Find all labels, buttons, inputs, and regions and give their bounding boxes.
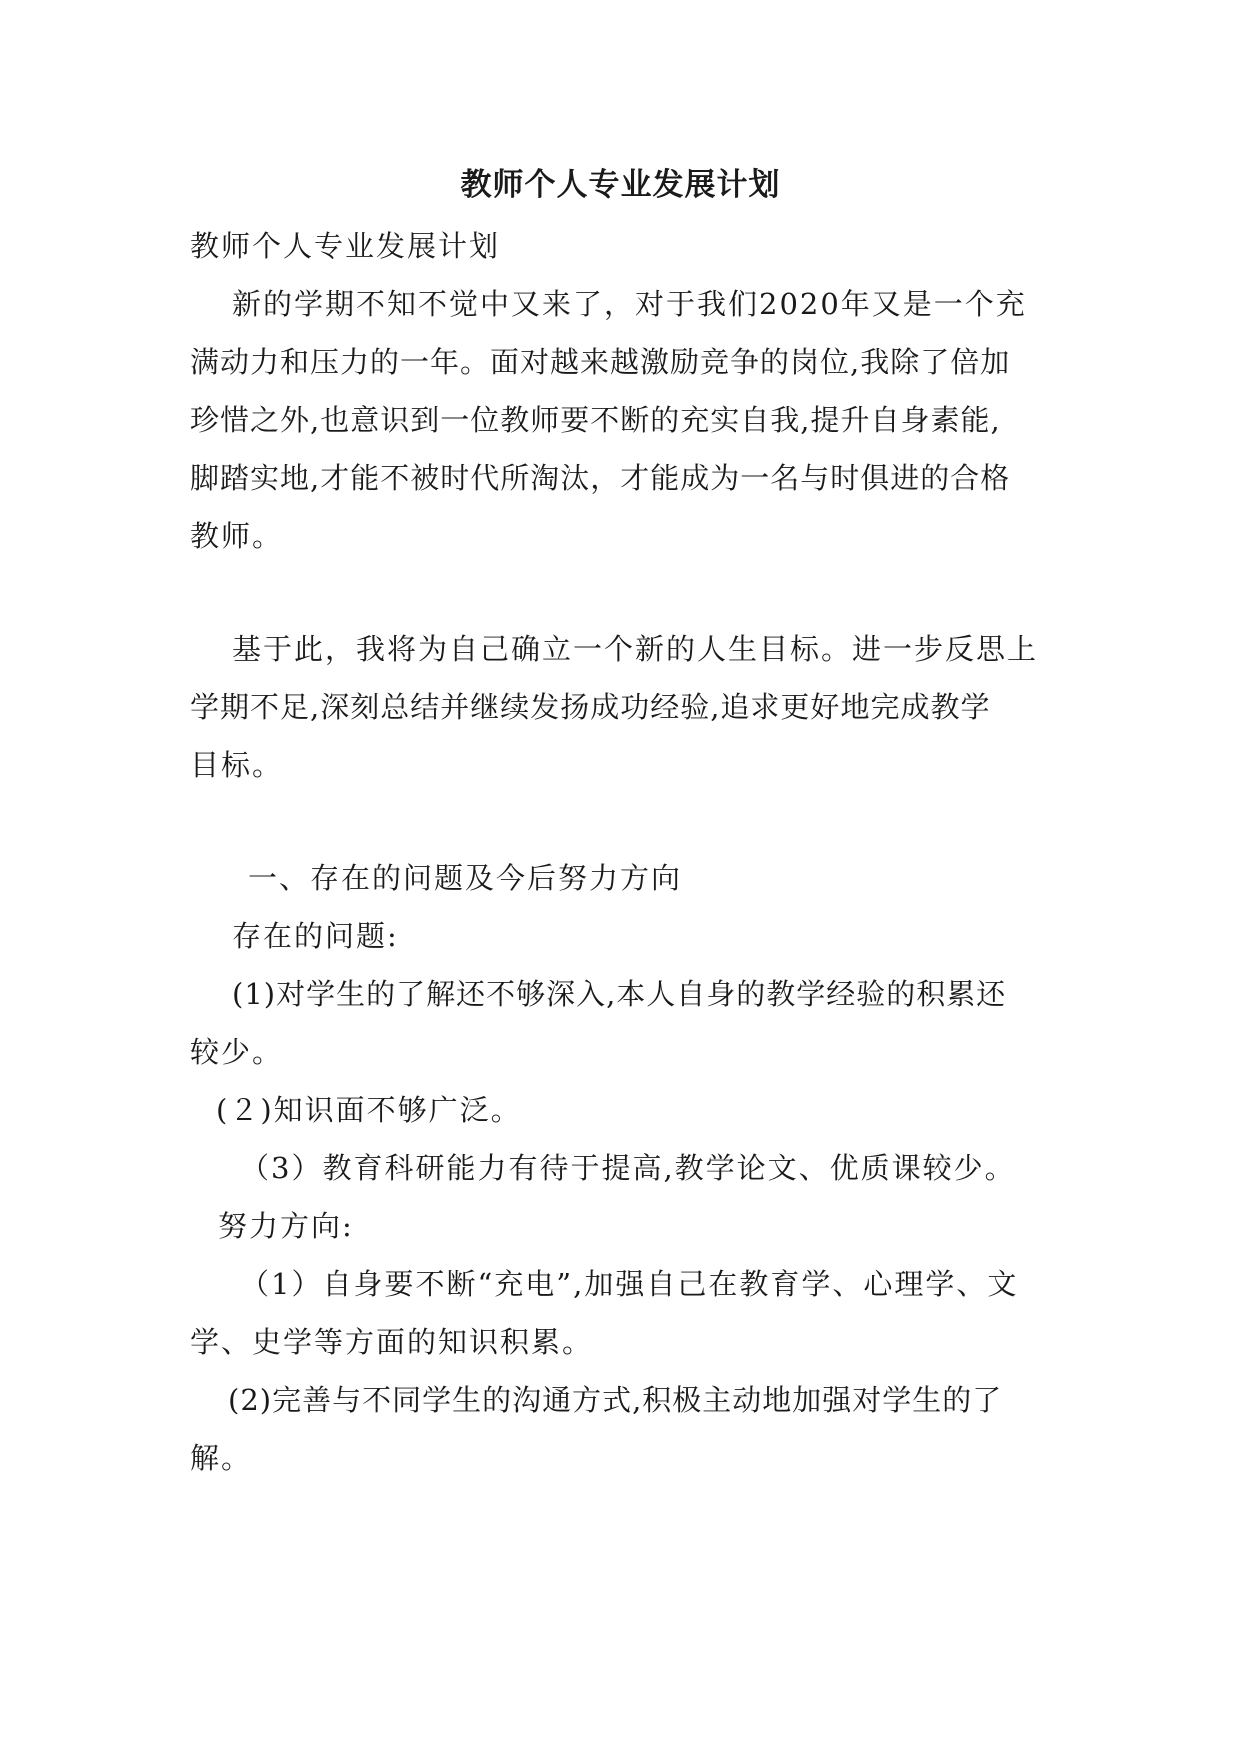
- problem-1-line-1: (1)对学生的了解还不够深入,本人自身的教学经验的积累还: [232, 977, 1007, 1011]
- problem-3: （3）教育科研能力有待于提高,教学论文、优质课较少。: [240, 1151, 1016, 1185]
- direction-2-line-2: 解。: [190, 1441, 253, 1475]
- direction-1-line-2: 学、史学等方面的知识积累。: [190, 1325, 594, 1359]
- directions-heading: 努力方向:: [218, 1209, 354, 1243]
- document-title: 教师个人专业发展计划: [460, 167, 781, 203]
- paragraph-2-line-1: 基于此，我将为自己确立一个新的人生目标。进一步反思上: [232, 632, 1039, 666]
- subtitle-line: 教师个人专业发展计划: [190, 229, 501, 263]
- paragraph-1-line-1: 新的学期不知不觉中又来了，对于我们2020年又是一个充: [232, 287, 1027, 321]
- direction-2-line-1: (2)完善与不同学生的沟通方式,积极主动地加强对学生的了: [228, 1383, 1003, 1417]
- paragraph-2-line-3: 目标。: [190, 748, 284, 782]
- problems-heading: 存在的问题:: [232, 919, 399, 953]
- direction-1-line-1: （1）自身要不断“充电”,加强自己在教育学、心理学、文: [240, 1267, 1019, 1301]
- paragraph-1-line-4: 脚踏实地,才能不被时代所淘汰，才能成为一名与时俱进的合格: [190, 461, 1011, 495]
- paragraph-1-line-5: 教师。: [190, 519, 284, 553]
- problem-1-line-2: 较少。: [190, 1035, 284, 1069]
- section-heading: 一、存在的问题及今后努力方向: [248, 861, 683, 895]
- problem-2: (２)知识面不够广泛。: [216, 1093, 522, 1127]
- paragraph-2-line-2: 学期不足,深刻总结并继续发扬成功经验,追求更好地完成教学: [190, 690, 991, 724]
- paragraph-1-line-3: 珍惜之外,也意识到一位教师要不断的充实自我,提升自身素能,: [190, 403, 1001, 437]
- paragraph-1-line-2: 满动力和压力的一年。面对越来越激励竞争的岗位,我除了倍加: [190, 345, 1011, 379]
